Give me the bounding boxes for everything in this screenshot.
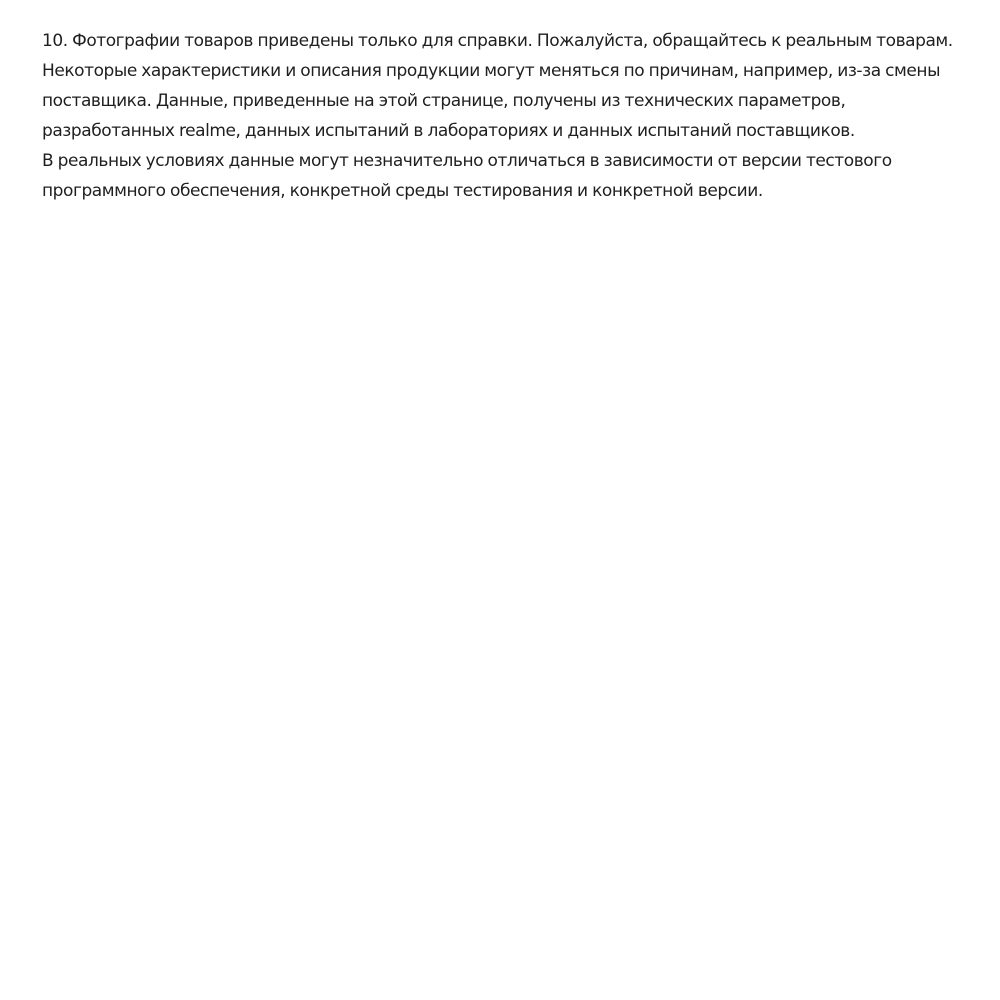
disclaimer-line: 10. Фотографии товаров приведены только для справки. Пожалуйста, обращайтесь к реальным товарам. [42,31,953,51]
disclaimer-line: В реальных условиях данные могут незначительно отличаться в зависимости от версии тестового [42,151,892,171]
disclaimer-line: Некоторые характеристики и описания продукции могут меняться по причинам, например, из-за смены [42,61,941,81]
disclaimer-line: разработанных realme, данных испытаний в лабораториях и данных испытаний поставщиков. [42,121,855,141]
disclaimer-line: поставщика. Данные, приведенные на этой странице, получены из технических параметров, [42,91,846,111]
disclaimer-text [42,26,962,206]
disclaimer-line: программного обеспечения, конкретной среды тестирования и конкретной версии. [42,181,763,201]
